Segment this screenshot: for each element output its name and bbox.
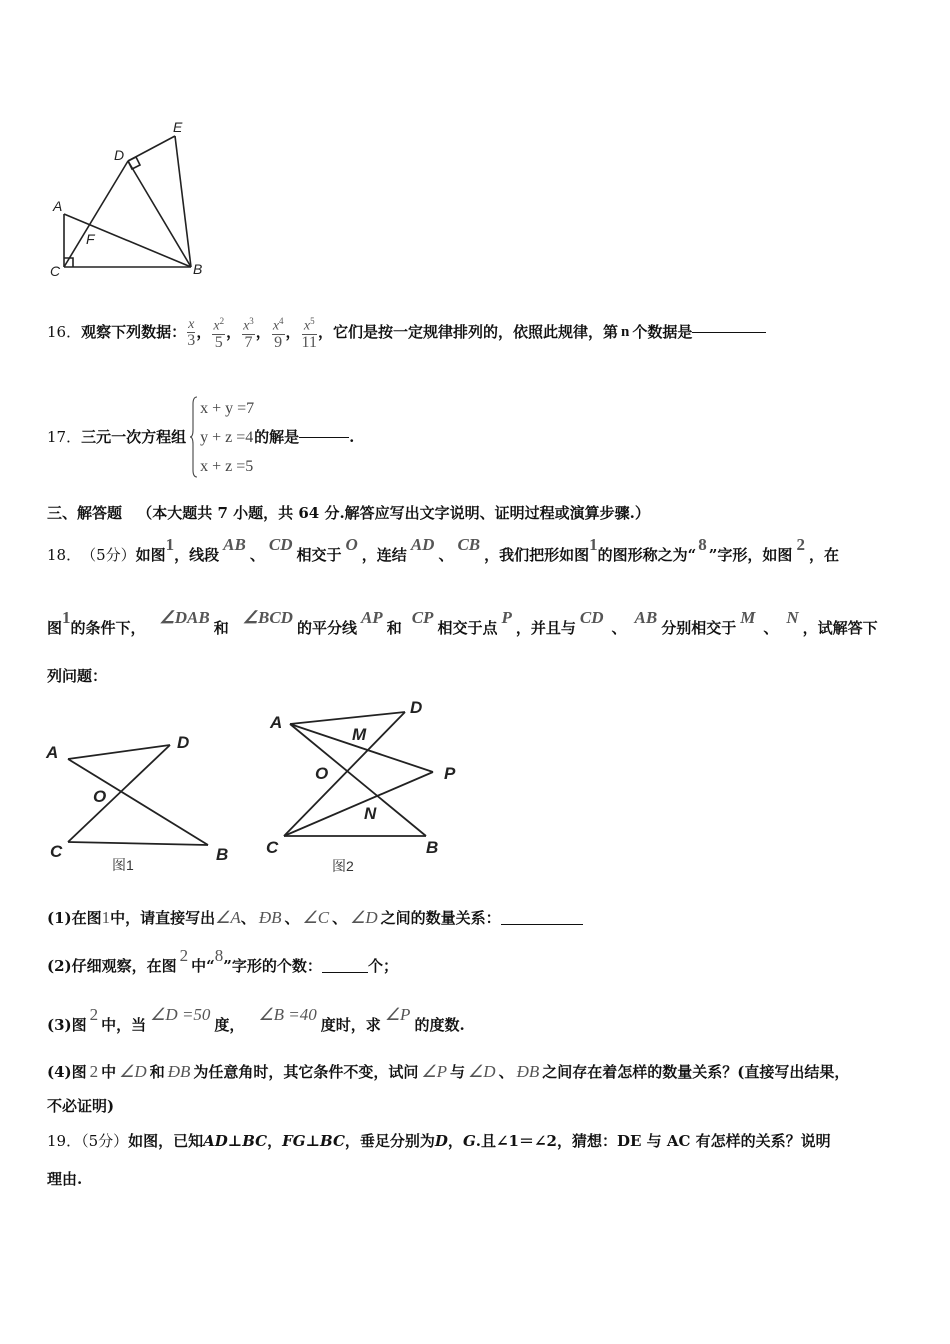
q18-part-4-line-2: 不必证明) bbox=[47, 1097, 115, 1115]
q17-intro: 三元一次方程组 bbox=[81, 428, 187, 446]
equation-2: y + z =4 bbox=[200, 428, 254, 446]
q18-part-1-blank bbox=[501, 923, 583, 925]
q16-text2: 个数据是 bbox=[632, 323, 693, 341]
q17-after: 的解是 bbox=[254, 428, 300, 446]
fig2-label-C: C bbox=[266, 838, 279, 857]
q18-line-1: 18． （5分） 如图 1 ，线段 AB 、 CD 相交于 O ，连结 AD 、 CB ，我们把形如图 1 的图形称之为“ 8 ”字形，如图 2 ，在 bbox=[47, 535, 839, 564]
fig1-label-A: A bbox=[46, 743, 59, 762]
q18-line-2: 图 1 的条件下， ∠DAB 和 ∠BCD 的平分线 AP 和 CP 相交于点 P ，并且与 CD 、 AB 分别相交于 M 、 N ，试解答下 bbox=[47, 608, 878, 637]
figure-1 bbox=[40, 730, 240, 880]
q18-line-3: 列问题： bbox=[47, 667, 108, 685]
fig2-label-P: P bbox=[444, 764, 456, 783]
q17-number: 17． bbox=[47, 428, 82, 446]
fig2-label-B: B bbox=[426, 838, 439, 857]
q18-part-4: (4) 图 2 中 ∠D 和 ÐB 为任意角时，其它条件不变，试问 ∠P 与 ∠D 、 ÐB 之间存在着怎样的数量关系？(直接写出结果， bbox=[47, 1062, 850, 1081]
section-3-note: （本大题共 7 小题，共 64 分.解答应写出文字说明、证明过程或演算步骤.） bbox=[137, 504, 650, 522]
equation-system bbox=[190, 394, 254, 481]
q16-n: n bbox=[620, 324, 630, 340]
fig2-label-O: O bbox=[315, 764, 329, 783]
q16-fraction-4: $\frac{x^4}{9}$ bbox=[272, 316, 284, 351]
q16-text: ，它们是按一定规律排列的，依照此规律，第 bbox=[317, 323, 618, 341]
q16-number: 16． bbox=[47, 323, 82, 341]
fig1-label-C: C bbox=[50, 842, 63, 861]
fig2-label-M: M bbox=[352, 725, 367, 744]
fig2-label-A: A bbox=[270, 713, 283, 732]
label-D: D bbox=[114, 147, 125, 163]
fig1-label-O: O bbox=[93, 787, 107, 806]
equation-3: x + z =5 bbox=[200, 457, 254, 475]
question-19-line-2: 理由. bbox=[47, 1170, 83, 1188]
question-19: 19．（5分）如图，已知AD⊥BC，FG⊥BC，垂足分别为D，G.且∠1＝∠2，猜想：DE 与 AC 有怎样的关系？说明 bbox=[47, 1132, 831, 1150]
label-C: C bbox=[50, 263, 61, 279]
fig1-label-B: B bbox=[216, 845, 229, 864]
section-3-header bbox=[47, 503, 650, 523]
fig2-label-N: N bbox=[364, 804, 377, 823]
q16-answer-blank bbox=[692, 331, 766, 333]
label-B: B bbox=[193, 261, 203, 277]
q18-part-2-blank bbox=[322, 971, 368, 973]
question-17: 17． 三元一次方程组 x + y =7 y + z =4 x + z =5 的解是 . bbox=[47, 394, 354, 480]
fig1-label-D: D bbox=[177, 733, 190, 752]
q18-part-3: (3) 图 2 中，当 ∠D =50 度， ∠B =40 度时，求 ∠P 的度数. bbox=[47, 1005, 465, 1034]
fig1-caption: 图1 bbox=[112, 857, 134, 873]
label-E: E bbox=[173, 119, 183, 135]
question-16: 16． 观察下列数据： $\frac{x}{3}$ ， $\frac{x^2}{5}$ ， $\frac{x^3}{7}$ ， $\frac{x^4}{9}$ ， $\frac{x^5}{11}$ ，它们是按一定规律排列的，依照此规律，第 n 个数据是 bbox=[47, 312, 766, 352]
top-triangle-figure bbox=[40, 110, 220, 285]
label-A: A bbox=[53, 198, 63, 214]
section-3-title: 三、解答题 bbox=[47, 504, 123, 522]
q16-fraction-3: $\frac{x^3}{7}$ bbox=[243, 316, 254, 351]
q18-part-2: (2) 仔细观察，在图 2 中“ 8 ”字形的个数： 个； bbox=[47, 946, 398, 975]
q16-fraction-2: $\frac{x^2}{5}$ bbox=[213, 316, 225, 351]
fig2-label-D: D bbox=[410, 700, 423, 717]
q17-answer-blank bbox=[299, 436, 349, 438]
q16-intro: 观察下列数据： bbox=[81, 323, 187, 341]
equation-1: x + y =7 bbox=[200, 399, 255, 417]
q16-fraction-1: $\frac{x}{3}$ bbox=[187, 316, 196, 349]
q18-part-1: (1) 在图 1 中，请直接写出 ∠A 、 ÐB 、 ∠C 、 ∠D 之间的数量关系： bbox=[47, 904, 583, 928]
figure-2 bbox=[260, 700, 475, 880]
q16-fraction-5: $\frac{x^5}{11}$ bbox=[301, 316, 317, 351]
fig2-caption: 图2 bbox=[332, 858, 354, 874]
label-F: F bbox=[86, 231, 95, 247]
